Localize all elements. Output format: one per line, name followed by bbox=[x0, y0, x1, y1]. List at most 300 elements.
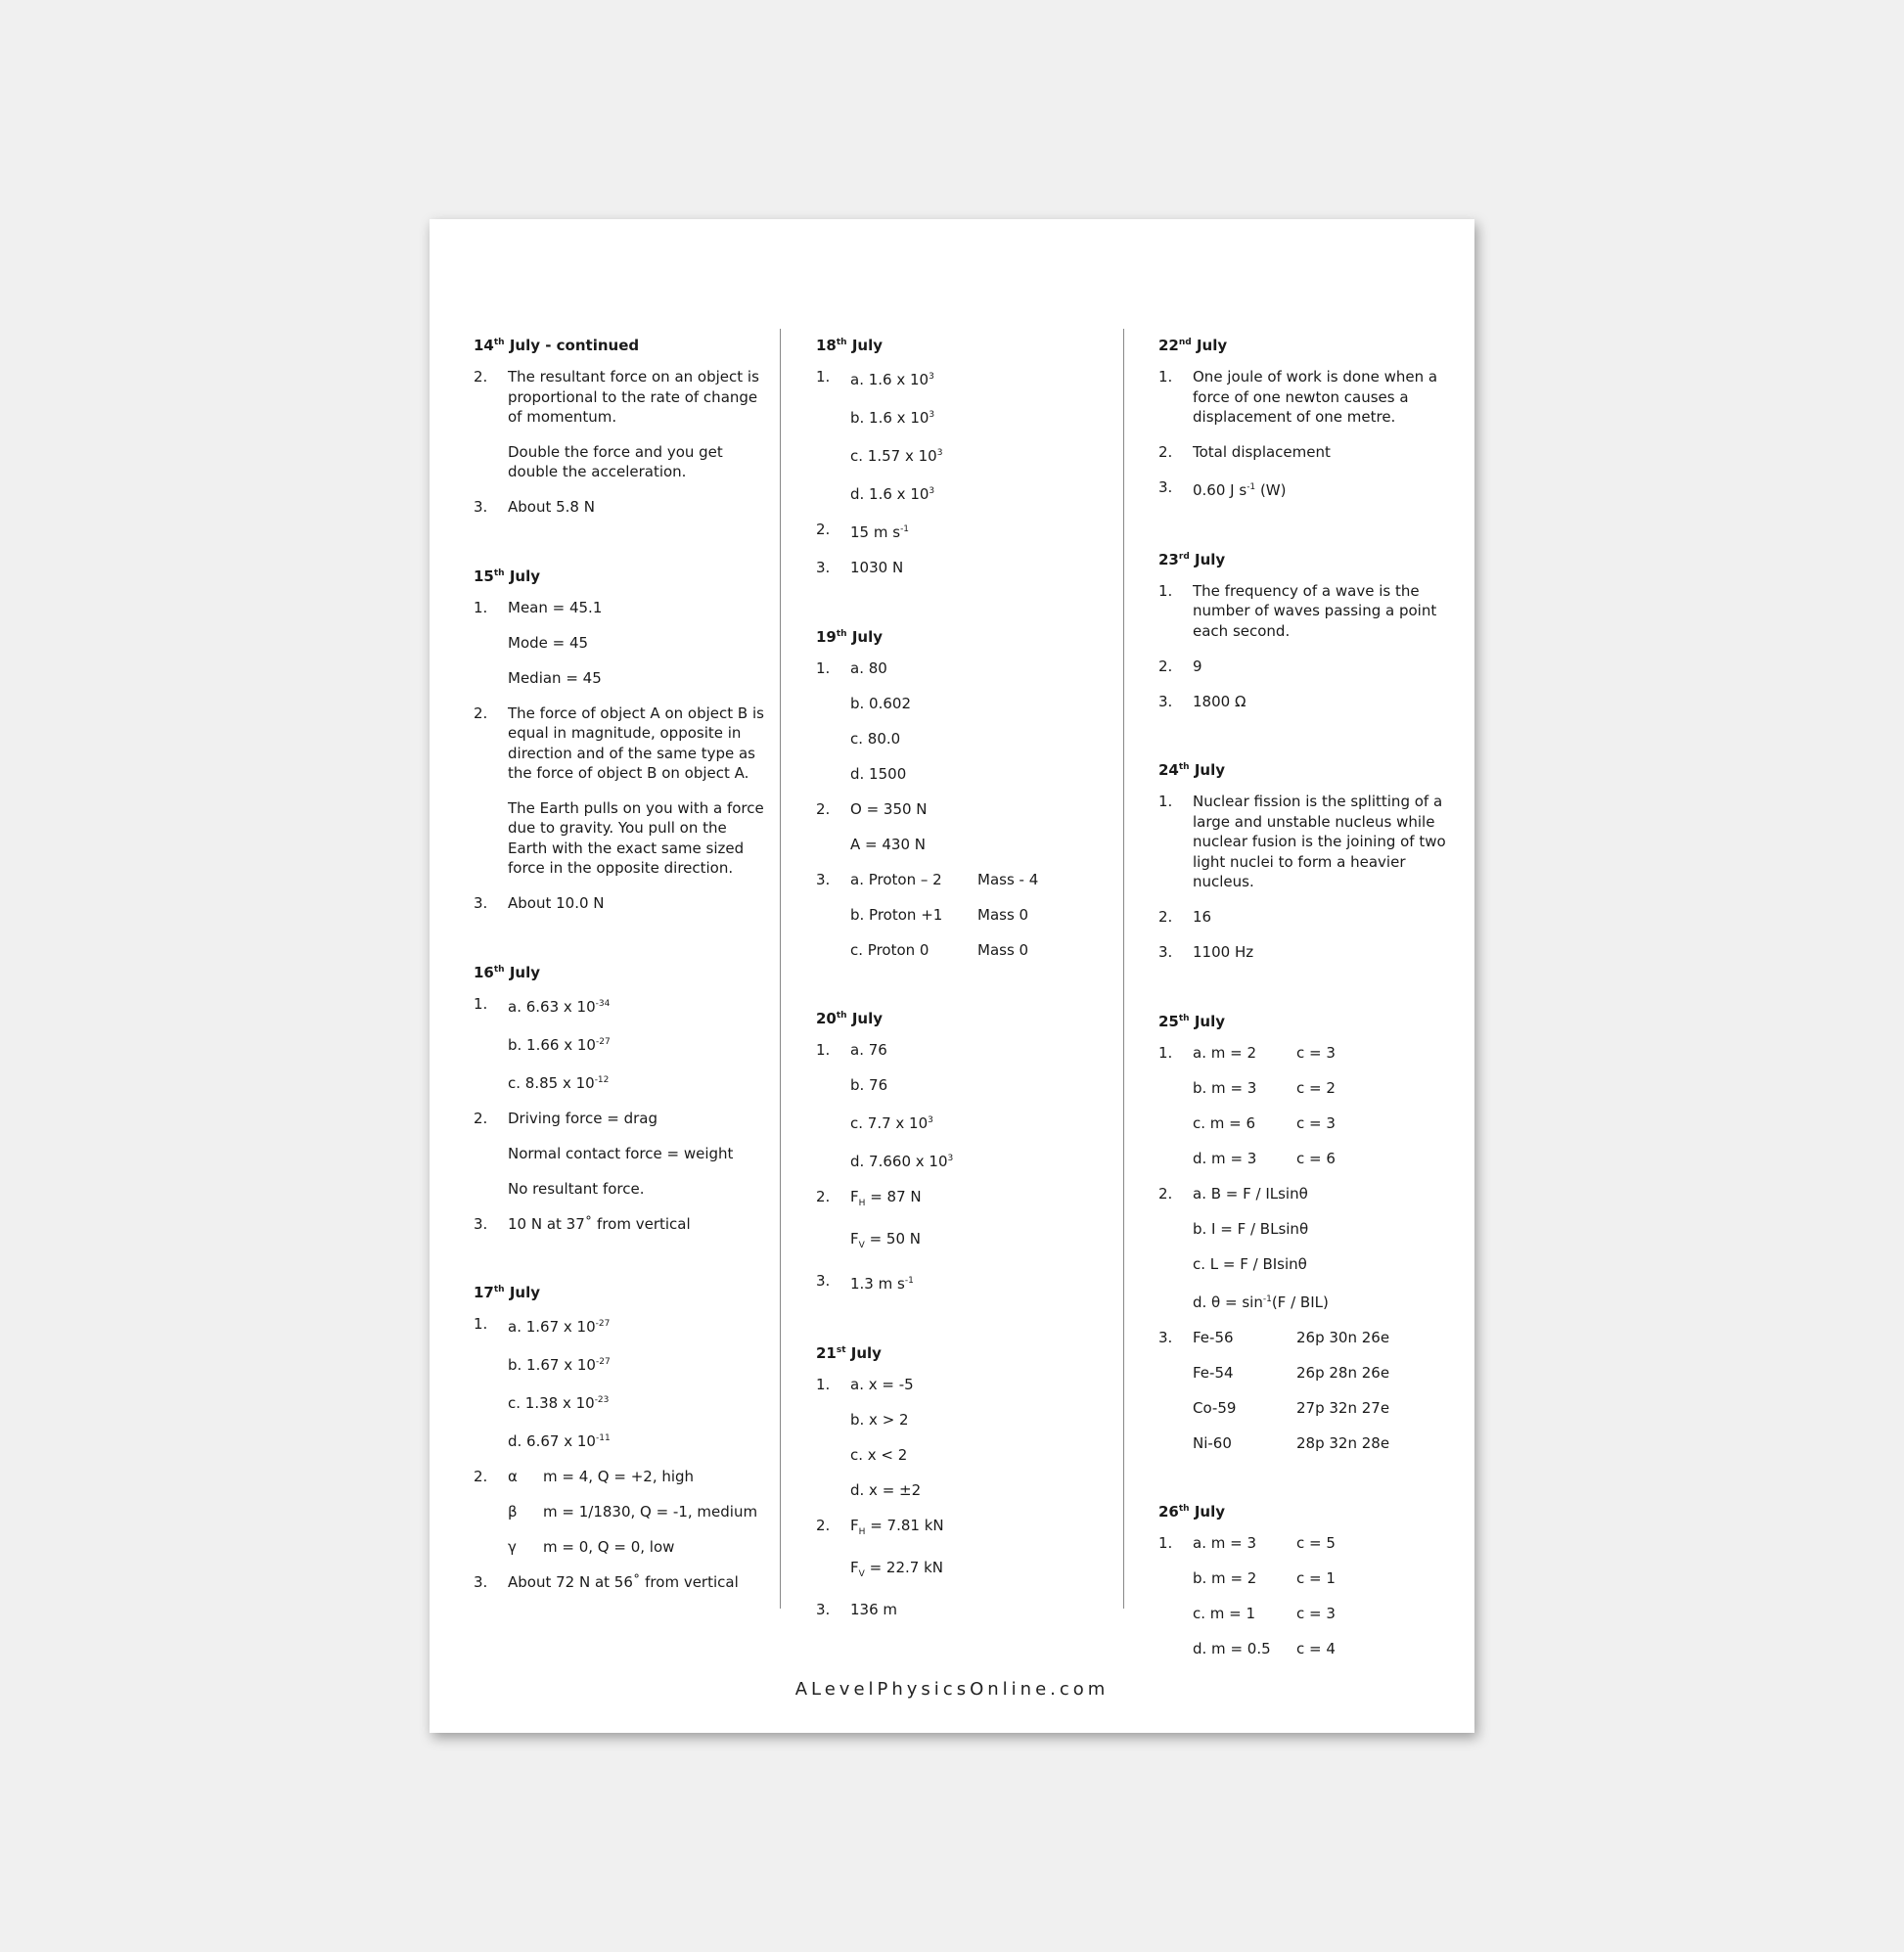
answer-row bbox=[474, 1390, 767, 1414]
question-number bbox=[1158, 1290, 1193, 1313]
answer-text bbox=[508, 367, 767, 482]
answer-row bbox=[1158, 367, 1452, 428]
answer-value: c. 80.0 bbox=[850, 729, 901, 748]
answer-text bbox=[850, 1187, 1110, 1214]
answer-row bbox=[816, 1271, 1110, 1294]
answer-value: b. 1.66 x 10 bbox=[508, 1035, 596, 1054]
answer-text bbox=[1193, 1604, 1452, 1624]
answer-text bbox=[1193, 1433, 1452, 1454]
answer-row bbox=[474, 668, 767, 689]
answer-text bbox=[508, 668, 767, 689]
answer-value: c. 7.7 x 10 bbox=[850, 1114, 929, 1132]
question-number bbox=[816, 1149, 850, 1172]
answer-part: c. m = 1 bbox=[1193, 1605, 1256, 1622]
day-label: July bbox=[504, 1284, 540, 1301]
answer-subscript: H bbox=[858, 1199, 866, 1208]
answer-value: m = 1/1830, Q = -1, medium bbox=[543, 1503, 758, 1521]
day-heading bbox=[1158, 756, 1452, 778]
question-number bbox=[816, 1410, 850, 1430]
answer-row bbox=[816, 1410, 1110, 1430]
day-label: July bbox=[504, 567, 540, 585]
answer-value: F bbox=[850, 1516, 859, 1534]
answer-row bbox=[816, 799, 1110, 820]
question-number: 2. bbox=[474, 368, 488, 386]
answer-text bbox=[508, 1390, 767, 1414]
answer-text bbox=[1193, 657, 1452, 677]
answer-value: a. 6.63 x 10 bbox=[508, 997, 596, 1016]
answer-row bbox=[474, 1144, 767, 1164]
day-section bbox=[816, 1005, 1110, 1294]
day-label: July bbox=[845, 1343, 882, 1362]
answer-text bbox=[1193, 1078, 1452, 1099]
day-number: 18 bbox=[816, 337, 837, 354]
answer-text bbox=[508, 598, 767, 618]
answer-row bbox=[816, 1040, 1110, 1061]
day-heading bbox=[474, 1279, 767, 1300]
site-footer: ALevelPhysicsOnline.com bbox=[794, 1679, 1110, 1700]
question-number bbox=[1158, 1639, 1193, 1659]
question-number: 1. bbox=[1158, 1534, 1173, 1552]
question-number bbox=[816, 905, 850, 926]
answer-row bbox=[816, 1558, 1110, 1585]
answer-text bbox=[1193, 367, 1452, 428]
answer-text bbox=[1193, 792, 1452, 892]
answer-row bbox=[1158, 657, 1452, 677]
answer-row bbox=[816, 1149, 1110, 1172]
answer-text bbox=[1193, 1533, 1452, 1554]
answer-exponent: -23 bbox=[594, 1395, 610, 1405]
answer-value: d. 1.6 x 10 bbox=[850, 485, 929, 503]
answer-exponent: -1 bbox=[1247, 482, 1256, 492]
answer-mass: Mass 0 bbox=[977, 940, 1029, 959]
question-number bbox=[816, 405, 850, 429]
day-label: July bbox=[846, 627, 883, 646]
answer-part: Fe-54 bbox=[1193, 1363, 1234, 1382]
question-number: 3. bbox=[1158, 943, 1173, 961]
answer-value: F bbox=[850, 1230, 859, 1248]
answer-value: About 5.8 N bbox=[508, 498, 595, 516]
answer-value: 26p 28n 26e bbox=[1296, 1363, 1390, 1382]
question-number bbox=[1158, 1078, 1193, 1099]
answer-exponent: 3 bbox=[929, 410, 935, 420]
answer-row bbox=[816, 1445, 1110, 1466]
question-number: 3. bbox=[1158, 478, 1173, 496]
day-heading bbox=[1158, 546, 1452, 567]
answer-value: Normal contact force = weight bbox=[508, 1144, 734, 1162]
answer-value: b. x > 2 bbox=[850, 1410, 909, 1429]
answer-value: 9 bbox=[1193, 657, 1202, 675]
question-number bbox=[1158, 1219, 1193, 1240]
answer-value: b. 1.6 x 10 bbox=[850, 409, 929, 427]
answer-row bbox=[474, 1352, 767, 1376]
answer-row bbox=[816, 1187, 1110, 1214]
question-number bbox=[816, 1480, 850, 1501]
answer-paragraph: Double the force and you get double the acceleration. bbox=[508, 442, 723, 480]
answer-text bbox=[1193, 1184, 1452, 1204]
answer-exponent: -27 bbox=[595, 1036, 611, 1047]
answer-text bbox=[1193, 907, 1452, 928]
answer-row bbox=[1158, 1043, 1452, 1064]
answer-row bbox=[816, 405, 1110, 429]
answer-row bbox=[1158, 692, 1452, 712]
answer-row bbox=[474, 1429, 767, 1452]
question-number: 1. bbox=[816, 368, 831, 386]
answer-value: c = 3 bbox=[1296, 1605, 1336, 1622]
day-ordinal: th bbox=[836, 628, 847, 639]
answer-row bbox=[474, 704, 767, 879]
answer-text bbox=[850, 1445, 1110, 1466]
answer-text bbox=[508, 1144, 767, 1164]
answer-row bbox=[816, 443, 1110, 467]
day-label: July bbox=[504, 963, 540, 981]
answer-row bbox=[816, 729, 1110, 749]
answer-text bbox=[1193, 1328, 1452, 1348]
answer-text bbox=[1193, 1639, 1452, 1659]
answer-text bbox=[850, 1558, 1110, 1585]
answer-value: d. 1500 bbox=[850, 764, 907, 783]
answer-value: 1800 Ω bbox=[1193, 692, 1247, 710]
question-number: 1. bbox=[816, 658, 831, 677]
answer-row bbox=[474, 598, 767, 618]
answer-value: Driving force = drag bbox=[508, 1109, 658, 1127]
question-number: 3. bbox=[474, 498, 488, 516]
column-2 bbox=[816, 332, 1110, 1664]
answer-row bbox=[474, 1467, 767, 1487]
answer-value: Mode = 45 bbox=[508, 633, 589, 652]
day-heading bbox=[474, 563, 767, 584]
day-heading bbox=[816, 332, 1110, 353]
question-number bbox=[474, 1537, 508, 1558]
question-number bbox=[474, 1070, 508, 1094]
question-number: 1. bbox=[1158, 793, 1173, 810]
answer-row bbox=[816, 1229, 1110, 1256]
answer-subscript: V bbox=[858, 1241, 865, 1250]
answer-exponent: 3 bbox=[929, 372, 934, 382]
answer-value: d. 7.660 x 10 bbox=[850, 1153, 948, 1170]
answer-text bbox=[1193, 1254, 1452, 1275]
answer-part: b. m = 3 bbox=[1193, 1078, 1257, 1097]
day-section bbox=[474, 959, 767, 1235]
answer-value: a. 1.67 x 10 bbox=[508, 1318, 596, 1336]
question-number bbox=[1158, 1604, 1193, 1624]
answer-row bbox=[1158, 792, 1452, 892]
question-number bbox=[474, 633, 508, 654]
question-number bbox=[816, 940, 850, 961]
answer-row bbox=[816, 520, 1110, 543]
answer-row bbox=[474, 1572, 767, 1593]
question-number bbox=[474, 1390, 508, 1414]
answer-text bbox=[1193, 1568, 1452, 1589]
column-divider bbox=[1123, 329, 1124, 1609]
answer-value: c. x < 2 bbox=[850, 1445, 908, 1464]
answer-value-suffix: (W) bbox=[1255, 481, 1287, 499]
day-ordinal: st bbox=[836, 1344, 846, 1355]
answer-row bbox=[816, 658, 1110, 679]
answer-value: a. B = F / ILsinθ bbox=[1193, 1184, 1308, 1203]
answer-row bbox=[474, 1070, 767, 1094]
answer-text bbox=[850, 835, 1110, 855]
day-heading bbox=[1158, 332, 1452, 353]
answer-text bbox=[1193, 1043, 1452, 1064]
answer-row bbox=[1158, 1568, 1452, 1589]
day-label: July bbox=[846, 337, 883, 354]
answer-value: d. 6.67 x 10 bbox=[508, 1432, 596, 1450]
answer-text bbox=[1193, 442, 1452, 463]
answer-row bbox=[474, 1214, 767, 1235]
answer-text bbox=[508, 704, 767, 879]
answer-text bbox=[850, 1271, 1110, 1294]
answer-value: 1030 N bbox=[850, 559, 904, 576]
day-number: 26 bbox=[1158, 1503, 1179, 1521]
answer-row bbox=[816, 558, 1110, 578]
answer-value: d. x = ±2 bbox=[850, 1480, 922, 1499]
answer-part: Fe-56 bbox=[1193, 1328, 1234, 1346]
answer-row bbox=[1158, 1433, 1452, 1454]
day-heading bbox=[816, 1339, 1110, 1361]
answer-value: 16 bbox=[1193, 908, 1212, 926]
question-number: 2. bbox=[474, 1468, 488, 1485]
day-number: 21 bbox=[816, 1343, 837, 1362]
answer-text bbox=[1193, 1290, 1452, 1313]
question-number: 2. bbox=[816, 799, 831, 818]
question-number: 3. bbox=[474, 894, 488, 912]
day-number: 22 bbox=[1158, 337, 1179, 354]
answer-row bbox=[1158, 1290, 1452, 1313]
answer-exponent: -12 bbox=[594, 1074, 610, 1085]
answer-row bbox=[1158, 1328, 1452, 1348]
day-ordinal: th bbox=[493, 567, 505, 578]
day-number: 14 bbox=[474, 337, 494, 354]
answer-value-suffix: = 22.7 kN bbox=[864, 1558, 943, 1576]
answer-row bbox=[816, 905, 1110, 926]
answer-text bbox=[508, 1537, 767, 1558]
question-number bbox=[474, 1429, 508, 1452]
day-section bbox=[1158, 756, 1452, 963]
answer-part: a. Proton – 2 bbox=[850, 870, 942, 888]
answer-row bbox=[474, 893, 767, 914]
answer-exponent: -1 bbox=[904, 1276, 914, 1286]
day-section bbox=[1158, 1498, 1452, 1659]
answer-text bbox=[508, 893, 767, 914]
answer-text bbox=[850, 1480, 1110, 1501]
question-number: 2. bbox=[1158, 443, 1173, 461]
answer-value: 136 m bbox=[850, 1600, 898, 1618]
day-label: July bbox=[846, 1010, 883, 1027]
answer-row bbox=[816, 764, 1110, 785]
answer-text bbox=[508, 994, 767, 1018]
answer-row bbox=[1158, 1254, 1452, 1275]
answer-row bbox=[1158, 942, 1452, 963]
answer-row bbox=[474, 497, 767, 518]
question-number bbox=[1158, 1568, 1193, 1589]
column-1 bbox=[474, 332, 767, 1638]
question-number: 2. bbox=[1158, 908, 1173, 926]
answer-value: c = 2 bbox=[1296, 1078, 1336, 1097]
column-divider bbox=[780, 329, 781, 1609]
answer-row bbox=[1158, 1184, 1452, 1204]
answer-value: Mean = 45.1 bbox=[508, 598, 603, 616]
answer-exponent: 3 bbox=[929, 486, 935, 496]
answer-value: The frequency of a wave is the number of waves passing a point each second. bbox=[1193, 581, 1437, 640]
day-heading bbox=[474, 959, 767, 980]
answer-text bbox=[508, 1214, 767, 1235]
question-number: 3. bbox=[1158, 692, 1173, 710]
answer-text bbox=[508, 1070, 767, 1094]
answer-text bbox=[508, 1314, 767, 1338]
answer-part: a. m = 2 bbox=[1193, 1043, 1256, 1062]
question-number bbox=[474, 668, 508, 689]
answer-row bbox=[474, 1032, 767, 1056]
day-label: July bbox=[1189, 1012, 1225, 1030]
answer-text bbox=[850, 1075, 1110, 1096]
question-number bbox=[816, 694, 850, 714]
question-number: 1. bbox=[1158, 368, 1173, 386]
answer-value: One joule of work is done when a force of one newton causes a displacement of one metre. bbox=[1193, 368, 1438, 426]
question-number: 1. bbox=[474, 994, 488, 1013]
answer-value: b. I = F / BLsinθ bbox=[1193, 1219, 1309, 1238]
question-number bbox=[816, 1558, 850, 1585]
answer-text bbox=[508, 1572, 767, 1593]
answer-text bbox=[850, 658, 1110, 679]
day-heading bbox=[474, 332, 767, 353]
day-label: July bbox=[1189, 1503, 1225, 1521]
answer-value: F bbox=[850, 1188, 859, 1205]
answer-value: m = 4, Q = +2, high bbox=[543, 1468, 695, 1485]
answer-row bbox=[474, 994, 767, 1018]
answer-text bbox=[850, 443, 1110, 467]
answer-row bbox=[474, 1502, 767, 1522]
answer-row bbox=[816, 367, 1110, 390]
answer-value: 1.3 m s bbox=[850, 1275, 905, 1293]
day-number: 17 bbox=[474, 1284, 494, 1301]
question-number bbox=[816, 481, 850, 505]
answer-value: Median = 45 bbox=[508, 668, 602, 687]
answer-value: c = 4 bbox=[1296, 1640, 1336, 1657]
day-number: 20 bbox=[816, 1010, 837, 1027]
answer-value: A = 430 N bbox=[850, 835, 926, 853]
day-heading bbox=[1158, 1498, 1452, 1520]
day-heading bbox=[816, 1005, 1110, 1026]
answer-exponent: -1 bbox=[1262, 1294, 1272, 1304]
column-3 bbox=[1158, 332, 1452, 1704]
day-label: July bbox=[1189, 550, 1226, 568]
answer-row bbox=[816, 1111, 1110, 1134]
answer-row bbox=[816, 1516, 1110, 1543]
answer-text bbox=[508, 1429, 767, 1452]
answer-text bbox=[850, 870, 1110, 890]
answer-row bbox=[474, 1537, 767, 1558]
answer-text bbox=[850, 1600, 1110, 1620]
question-number: 2. bbox=[1158, 657, 1173, 675]
answer-value-suffix: (F / BIL) bbox=[1271, 1293, 1329, 1311]
answer-text bbox=[1193, 1363, 1452, 1384]
question-number bbox=[816, 443, 850, 467]
answer-value: F bbox=[850, 1558, 859, 1576]
day-number: 23 bbox=[1158, 550, 1179, 568]
answer-mass: Mass 0 bbox=[977, 905, 1029, 924]
question-number bbox=[1158, 1398, 1193, 1419]
answer-value: O = 350 N bbox=[850, 799, 928, 818]
question-number: 1. bbox=[1158, 581, 1173, 600]
answer-row bbox=[1158, 907, 1452, 928]
answer-text bbox=[508, 1109, 767, 1129]
answer-value-suffix: = 7.81 kN bbox=[865, 1516, 944, 1534]
answer-text bbox=[850, 367, 1110, 390]
answer-value: c. L = F / BIsinθ bbox=[1193, 1254, 1307, 1273]
answer-value: c = 6 bbox=[1296, 1149, 1336, 1167]
day-ordinal: th bbox=[1178, 762, 1190, 772]
answer-text bbox=[850, 694, 1110, 714]
question-number: 3. bbox=[474, 1573, 488, 1591]
day-number: 15 bbox=[474, 567, 494, 585]
answer-value: a. 80 bbox=[850, 658, 887, 677]
question-number: 2. bbox=[816, 1188, 831, 1205]
answer-text bbox=[850, 1111, 1110, 1134]
answer-value: 1100 Hz bbox=[1193, 943, 1254, 961]
day-section bbox=[1158, 546, 1452, 712]
answer-value: About 72 N at 56˚ from vertical bbox=[508, 1573, 739, 1591]
question-number bbox=[816, 1229, 850, 1256]
answer-exponent: -1 bbox=[900, 524, 910, 534]
answer-value-suffix: = 87 N bbox=[865, 1188, 922, 1205]
question-number bbox=[1158, 1254, 1193, 1275]
answer-part: Ni-60 bbox=[1193, 1433, 1232, 1452]
answer-text bbox=[508, 633, 767, 654]
answer-part: c. m = 6 bbox=[1193, 1113, 1256, 1132]
question-number bbox=[816, 764, 850, 785]
question-number bbox=[816, 1075, 850, 1096]
answer-row bbox=[1158, 1363, 1452, 1384]
answer-text bbox=[1193, 1398, 1452, 1419]
answer-exponent: -34 bbox=[595, 998, 611, 1009]
answer-value: 26p 30n 26e bbox=[1296, 1328, 1390, 1346]
day-section bbox=[1158, 1008, 1452, 1454]
answer-paragraph: The resultant force on an object is proportional to the rate of change of momentum. bbox=[508, 368, 759, 426]
answer-row bbox=[474, 633, 767, 654]
answer-exponent: 3 bbox=[928, 1115, 933, 1125]
day-ordinal: th bbox=[1178, 1504, 1190, 1514]
answer-text bbox=[1193, 1149, 1452, 1169]
answer-part: Co-59 bbox=[1193, 1398, 1237, 1417]
answer-value: 0.60 J s bbox=[1193, 481, 1247, 499]
radiation-symbol: α bbox=[508, 1468, 518, 1485]
answer-value: c = 5 bbox=[1296, 1534, 1336, 1552]
answer-text bbox=[1193, 942, 1452, 963]
answer-row bbox=[474, 367, 767, 482]
answer-part: c. Proton 0 bbox=[850, 940, 929, 959]
question-number: 1. bbox=[816, 1041, 831, 1059]
answer-text bbox=[850, 1516, 1110, 1543]
question-number: 3. bbox=[1158, 1328, 1173, 1346]
answer-part: b. m = 2 bbox=[1193, 1569, 1257, 1587]
answer-value: a. 76 bbox=[850, 1041, 887, 1059]
answer-text bbox=[508, 1179, 767, 1200]
answer-row bbox=[1158, 1639, 1452, 1659]
day-label: July bbox=[1191, 337, 1228, 354]
question-number: 1. bbox=[816, 1375, 831, 1393]
answer-value: m = 0, Q = 0, low bbox=[543, 1538, 675, 1556]
answer-row bbox=[1158, 1604, 1452, 1624]
answer-row bbox=[816, 1600, 1110, 1620]
answer-row bbox=[474, 1109, 767, 1129]
question-number bbox=[1158, 1149, 1193, 1169]
day-section bbox=[816, 623, 1110, 961]
answer-text bbox=[850, 520, 1110, 543]
answer-value: c. 1.57 x 10 bbox=[850, 447, 937, 465]
answer-text bbox=[850, 799, 1110, 820]
answer-text bbox=[508, 1502, 767, 1522]
question-number: 2. bbox=[1158, 1184, 1173, 1203]
